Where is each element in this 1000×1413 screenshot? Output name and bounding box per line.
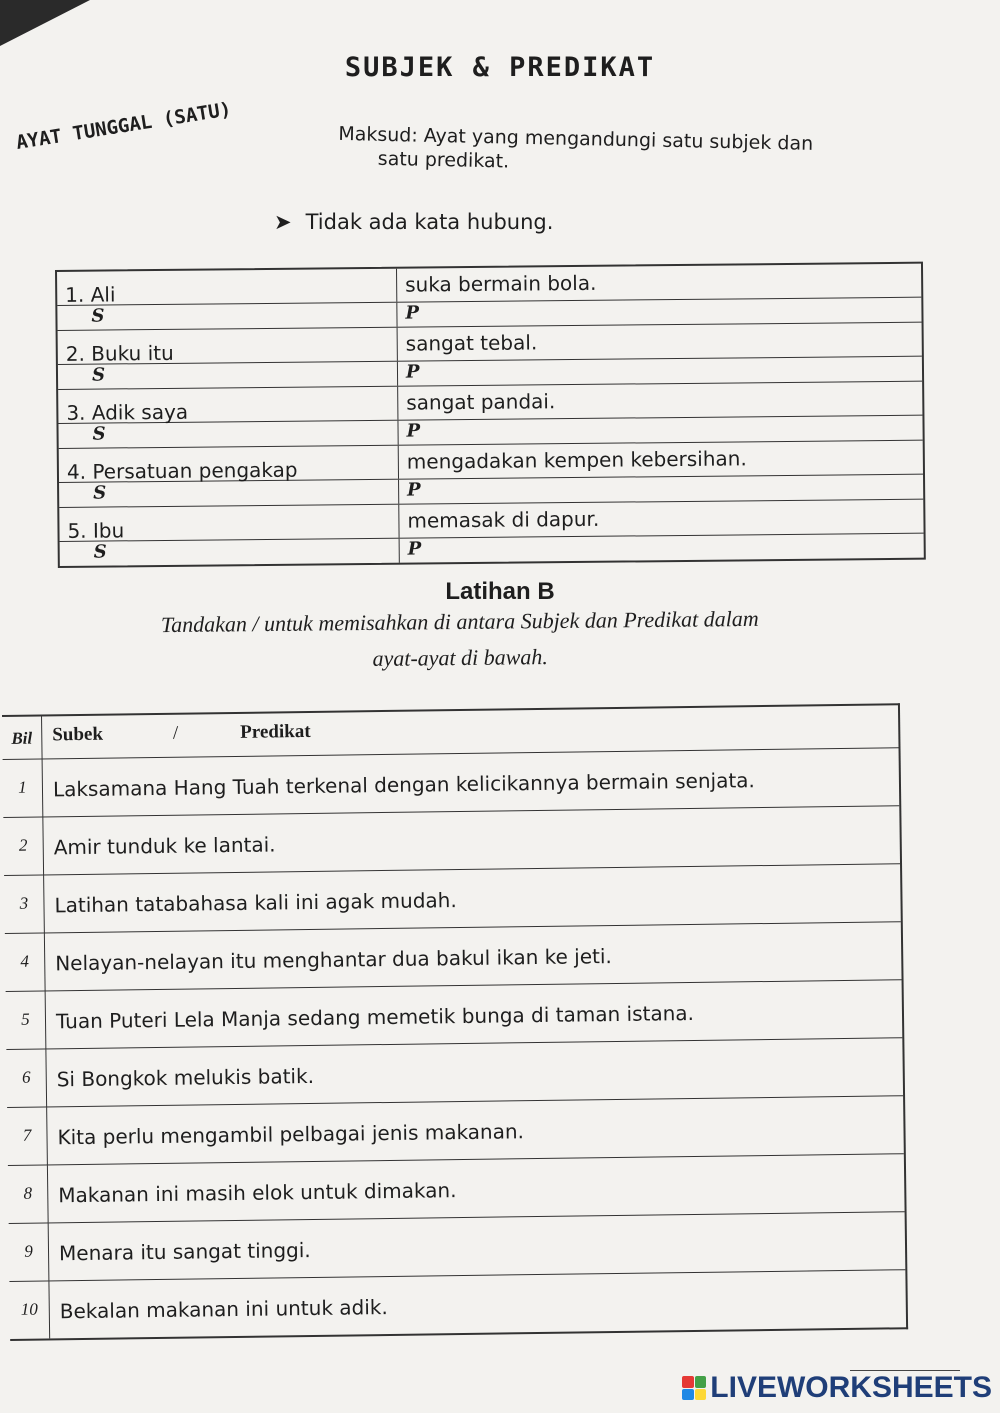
exercise-title: Latihan B [445, 578, 555, 605]
logo-square-blue [682, 1389, 694, 1401]
liveworksheets-logo-icon [682, 1376, 706, 1400]
row-number: 9 [9, 1223, 50, 1281]
subject-mark: S [58, 362, 398, 389]
definition-line-1: Maksud: Ayat yang mengandungi satu subjek dan [338, 122, 814, 155]
subject-mark: S [59, 480, 399, 507]
instruction-line-1: Tandakan / untuk memisahkan di antara Subjek dan Predikat dalam [160, 605, 759, 638]
bullet-text: Tidak ada kata hubung. [305, 210, 554, 234]
exercise-row[interactable] [9, 1270, 906, 1339]
sentence[interactable]: Tuan Puteri Lela Manja sedang memetik bunga di taman istana. [55, 1000, 695, 1034]
example-subject: 5. Ibu [59, 505, 399, 541]
bullet-note [274, 210, 553, 234]
example-predicate: suka bermain bola. [405, 270, 597, 297]
definition [338, 122, 919, 182]
row-number: 1 [3, 759, 44, 817]
header-bil: Bil [2, 716, 43, 759]
predicate-mark: P [407, 479, 421, 501]
row-number: 2 [3, 817, 44, 875]
row-number: 6 [6, 1049, 47, 1107]
sentence[interactable]: Menara itu sangat tinggi. [58, 1238, 311, 1266]
row-number: 8 [8, 1165, 49, 1223]
predicate-mark: P [407, 538, 422, 560]
sentence[interactable]: Si Bongkok melukis batik. [56, 1063, 315, 1092]
subject-mark: S [60, 539, 400, 566]
row-number: 3 [4, 875, 45, 933]
exercise-instruction [80, 600, 841, 680]
predicate-mark: P [405, 361, 420, 383]
header-slash: / [172, 722, 179, 744]
example-predicate: sangat tebal. [405, 330, 538, 356]
logo-square-yellow [695, 1389, 707, 1401]
sentence[interactable]: Kita perlu mengambil pelbagai jenis makanan. [57, 1119, 525, 1150]
example-predicate: mengadakan kempen kebersihan. [406, 446, 747, 474]
arrow-bullet-icon: ➤ [274, 210, 292, 234]
example-table [55, 262, 926, 568]
example-subject: 4. Persatuan pengakap [59, 446, 399, 482]
sentence[interactable]: Amir tunduk ke lantai. [53, 832, 276, 860]
definition-line-2: satu predikat. [377, 147, 510, 173]
predicate-mark: P [406, 420, 421, 442]
exercise-table [2, 703, 908, 1341]
predicate-mark: P [405, 302, 420, 324]
instruction-line-2: ayat-ayat di bawah. [372, 644, 548, 671]
sentence[interactable]: Makanan ini masih elok untuk dimakan. [58, 1178, 457, 1208]
example-predicate: memasak di dapur. [407, 506, 600, 533]
row-number: 4 [5, 933, 46, 991]
subject-mark: S [57, 303, 397, 330]
watermark-text: LIVEWORKSHEETS [710, 1371, 992, 1404]
header-predikat: Predikat [240, 720, 311, 743]
logo-square-red [682, 1376, 694, 1388]
page-title: SUBJEK & PREDIKAT [344, 52, 656, 83]
sentence[interactable]: Latihan tatabahasa kali ini agak mudah. [54, 888, 457, 918]
example-subject: 3. Adik saya [58, 387, 398, 423]
logo-square-green [695, 1376, 707, 1388]
example-predicate: sangat pandai. [406, 389, 556, 415]
sentence[interactable]: Laksamana Hang Tuah terkenal dengan kelicikannya bermain senjata. [52, 768, 755, 802]
header-subek: Subek [52, 723, 104, 746]
example-subject: 1. Ali [57, 269, 397, 305]
sentence[interactable]: Nelayan-nelayan itu menghantar dua bakul ikan ke jeti. [55, 944, 612, 976]
sentence[interactable]: Bekalan makanan ini untuk adik. [59, 1295, 388, 1324]
row-number: 10 [9, 1281, 50, 1339]
row-number: 7 [7, 1107, 48, 1165]
row-number: 5 [6, 991, 47, 1049]
ayat-tunggal-label: AYAT TUNGGAL (SATU) [14, 98, 233, 154]
liveworksheets-watermark [682, 1371, 992, 1405]
subject-mark: S [58, 421, 398, 448]
example-subject: 2. Buku itu [58, 328, 398, 364]
scan-corner-shadow [0, 0, 90, 46]
